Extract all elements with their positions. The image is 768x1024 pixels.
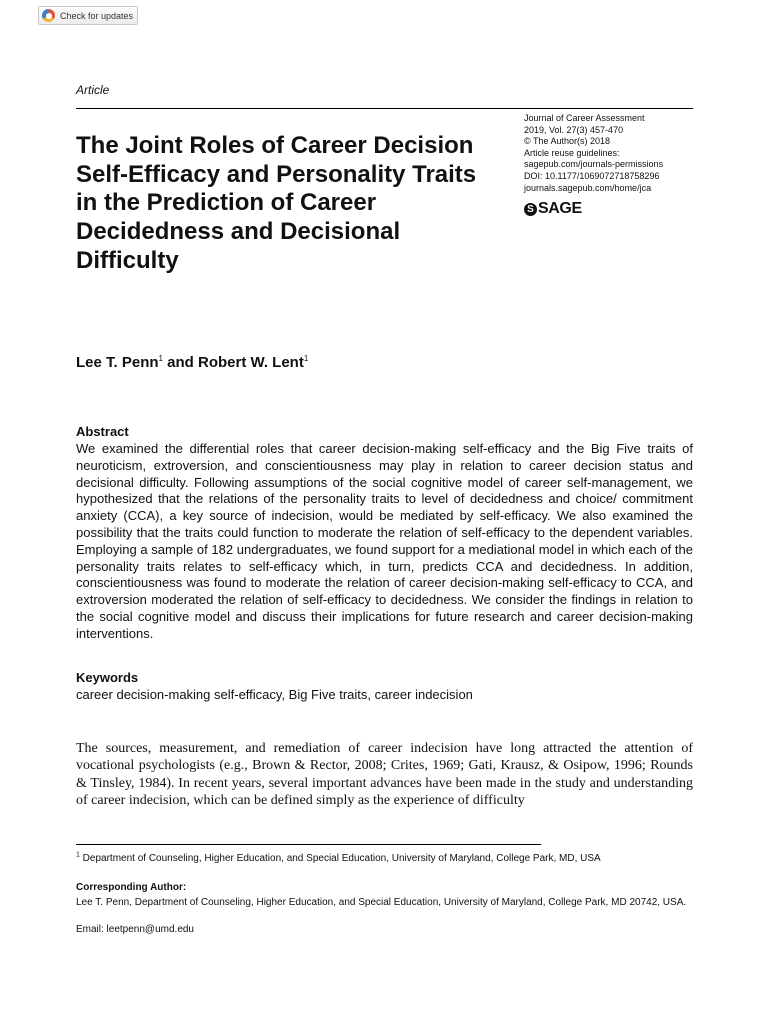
keywords-heading: Keywords (76, 670, 139, 685)
author-joiner: and (162, 354, 198, 371)
header-rule (76, 108, 693, 109)
corresponding-author-email[interactable]: Email: leetpenn@umd.edu (76, 924, 194, 935)
journal-name: Journal of Career Assessment (524, 113, 645, 123)
copyright: © The Author(s) 2018 (524, 136, 611, 147)
journal-volume: 2019, Vol. 27(3) 457-470 (524, 124, 624, 135)
affiliation-marker: 1 (303, 354, 309, 363)
author-name[interactable]: Lee T. Penn (76, 354, 159, 371)
corresponding-author-address: Lee T. Penn, Department of Counseling, Higher Education, and Special Education, University of Maryland, College Park, MD 20742, USA. (76, 897, 687, 908)
corresponding-author-heading: Corresponding Author: (76, 882, 187, 893)
check-for-updates-button[interactable] (38, 6, 138, 25)
body-paragraph: The sources, measurement, and remediation of career indecision have long attracted the attention of vocational psychologists (e.g., Brown & Rector, 2008; Crites, 1969; Gati, Krausz, & Osipow, 1996; Rounds & Tinsley, 1984). In recent years, several important advances have been made in the study and understanding of career indecision, which can be defined simply as the experience of difficulty (76, 741, 693, 809)
reuse-guidelines-label: Article reuse guidelines: (524, 147, 620, 158)
affiliation-text: Department of Counseling, Higher Education, and Special Education, University of Maryland, College Park, MD, USA (79, 853, 601, 864)
footnote-marker: 1 (76, 851, 80, 859)
author-list (76, 354, 308, 371)
keywords-text: career decision-making self-efficacy, Big Five traits, career indecision (76, 687, 473, 702)
sage-logo-text: SAGE (538, 200, 582, 217)
crossmark-icon (42, 9, 55, 22)
author-name[interactable]: Robert W. Lent (198, 354, 304, 371)
permissions-link[interactable]: sagepub.com/journals-permissions (524, 159, 664, 170)
journal-info (524, 113, 663, 194)
footnote-rule (76, 844, 541, 845)
sage-logo (524, 200, 582, 218)
article-title: The Joint Roles of Career Decision Self-Efficacy and Personality Traits in the Prediction of Career Decidedness and Decisional Difficulty (76, 132, 477, 274)
abstract-heading: Abstract (76, 424, 129, 439)
article-type-label: Article (76, 83, 110, 97)
doi[interactable]: DOI: 10.1177/1069072718758296 (524, 170, 660, 181)
check-for-updates-label: Check for updates (60, 10, 134, 21)
sage-mark-icon: S (524, 203, 537, 216)
journal-home-link[interactable]: journals.sagepub.com/home/jca (524, 182, 652, 193)
affiliation-footnote (76, 853, 601, 864)
affiliation-marker: 1 (158, 354, 163, 363)
abstract-text: We examined the differential roles that career decision-making self-efficacy and the Big Five traits of neuroticism, extroversion, and conscientiousness may play in relation to career decision status and decisional difficulty. Following assumptions of the social cognitive model of career self-management, we hypothesized that the relations of the personality traits to level of decidedness and choice/ commitment anxiety (CCA), a key source of indecision, would be mediated by self-efficacy. We also examined the possibility that the traits could function to moderate the relation of self-efficacy to the dependent variables. Employing a sample of 182 undergraduates, we found support for a mediational model in which each of the personality traits relates to self-efficacy which, in turn, predicts CCA and decidedness. In addition, conscientiousness was found to moderate the relation of career decision-making self-efficacy to CCA, and extroversion moderated the relation of self-efficacy to decidedness. We consider the findings in relation to the social cognitive model and discuss their implications for future research and career decision-making interventions. (76, 441, 693, 641)
